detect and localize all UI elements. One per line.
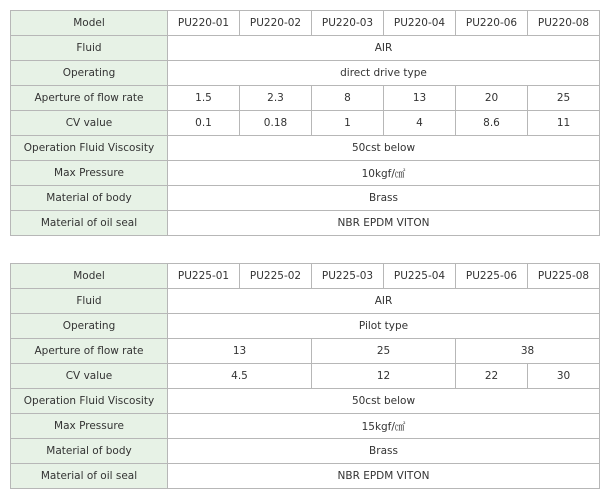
row-model	[11, 264, 600, 289]
label-cv: CV value	[11, 111, 168, 136]
model-cell: PU220-02	[240, 11, 312, 36]
row-operating	[11, 61, 600, 86]
cv-cell: 4.5	[168, 364, 312, 389]
spec-table-pu220	[10, 10, 600, 236]
model-cell: PU220-03	[312, 11, 384, 36]
aperture-cell: 1.5	[168, 86, 240, 111]
viscosity-value: 50cst below	[168, 389, 600, 414]
cv-cell: 22	[456, 364, 528, 389]
label-viscosity: Operation Fluid Viscosity	[11, 389, 168, 414]
cv-cell: 8.6	[456, 111, 528, 136]
cv-cell: 0.18	[240, 111, 312, 136]
cv-cell: 1	[312, 111, 384, 136]
label-fluid: Fluid	[11, 289, 168, 314]
row-fluid	[11, 289, 600, 314]
aperture-cell: 25	[312, 339, 456, 364]
body-value: Brass	[168, 439, 600, 464]
row-viscosity	[11, 136, 600, 161]
label-seal: Material of oil seal	[11, 211, 168, 236]
aperture-cell: 13	[384, 86, 456, 111]
label-body: Material of body	[11, 186, 168, 211]
label-pressure: Max Pressure	[11, 414, 168, 439]
model-cell: PU225-01	[168, 264, 240, 289]
label-body: Material of body	[11, 439, 168, 464]
model-cell: PU225-03	[312, 264, 384, 289]
operating-value: direct drive type	[168, 61, 600, 86]
row-aperture	[11, 339, 600, 364]
label-fluid: Fluid	[11, 36, 168, 61]
operating-value: Pilot type	[168, 314, 600, 339]
row-aperture	[11, 86, 600, 111]
row-cv	[11, 364, 600, 389]
model-cell: PU225-08	[528, 264, 600, 289]
label-operating: Operating	[11, 61, 168, 86]
aperture-cell: 20	[456, 86, 528, 111]
fluid-value: AIR	[168, 289, 600, 314]
row-viscosity	[11, 389, 600, 414]
model-cell: PU225-02	[240, 264, 312, 289]
model-cell: PU220-04	[384, 11, 456, 36]
row-seal	[11, 211, 600, 236]
row-body	[11, 439, 600, 464]
pressure-value: 15kgf/㎠	[168, 414, 600, 439]
row-body	[11, 186, 600, 211]
seal-value: NBR EPDM VITON	[168, 211, 600, 236]
row-pressure	[11, 414, 600, 439]
model-cell: PU220-08	[528, 11, 600, 36]
viscosity-value: 50cst below	[168, 136, 600, 161]
model-cell: PU225-06	[456, 264, 528, 289]
label-aperture: Aperture of flow rate	[11, 86, 168, 111]
aperture-cell: 13	[168, 339, 312, 364]
body-value: Brass	[168, 186, 600, 211]
model-cell: PU225-04	[384, 264, 456, 289]
label-operating: Operating	[11, 314, 168, 339]
seal-value: NBR EPDM VITON	[168, 464, 600, 489]
aperture-cell: 38	[456, 339, 600, 364]
model-cell: PU220-01	[168, 11, 240, 36]
row-model	[11, 11, 600, 36]
label-pressure: Max Pressure	[11, 161, 168, 186]
spec-table-pu225	[10, 263, 600, 489]
cv-cell: 12	[312, 364, 456, 389]
fluid-value: AIR	[168, 36, 600, 61]
cv-cell: 0.1	[168, 111, 240, 136]
row-fluid	[11, 36, 600, 61]
row-seal	[11, 464, 600, 489]
label-cv: CV value	[11, 364, 168, 389]
cv-cell: 11	[528, 111, 600, 136]
row-pressure	[11, 161, 600, 186]
label-model: Model	[11, 264, 168, 289]
label-viscosity: Operation Fluid Viscosity	[11, 136, 168, 161]
aperture-cell: 25	[528, 86, 600, 111]
cv-cell: 30	[528, 364, 600, 389]
row-cv	[11, 111, 600, 136]
row-operating	[11, 314, 600, 339]
aperture-cell: 8	[312, 86, 384, 111]
aperture-cell: 2.3	[240, 86, 312, 111]
label-seal: Material of oil seal	[11, 464, 168, 489]
pressure-value: 10kgf/㎠	[168, 161, 600, 186]
model-cell: PU220-06	[456, 11, 528, 36]
cv-cell: 4	[384, 111, 456, 136]
label-model: Model	[11, 11, 168, 36]
label-aperture: Aperture of flow rate	[11, 339, 168, 364]
